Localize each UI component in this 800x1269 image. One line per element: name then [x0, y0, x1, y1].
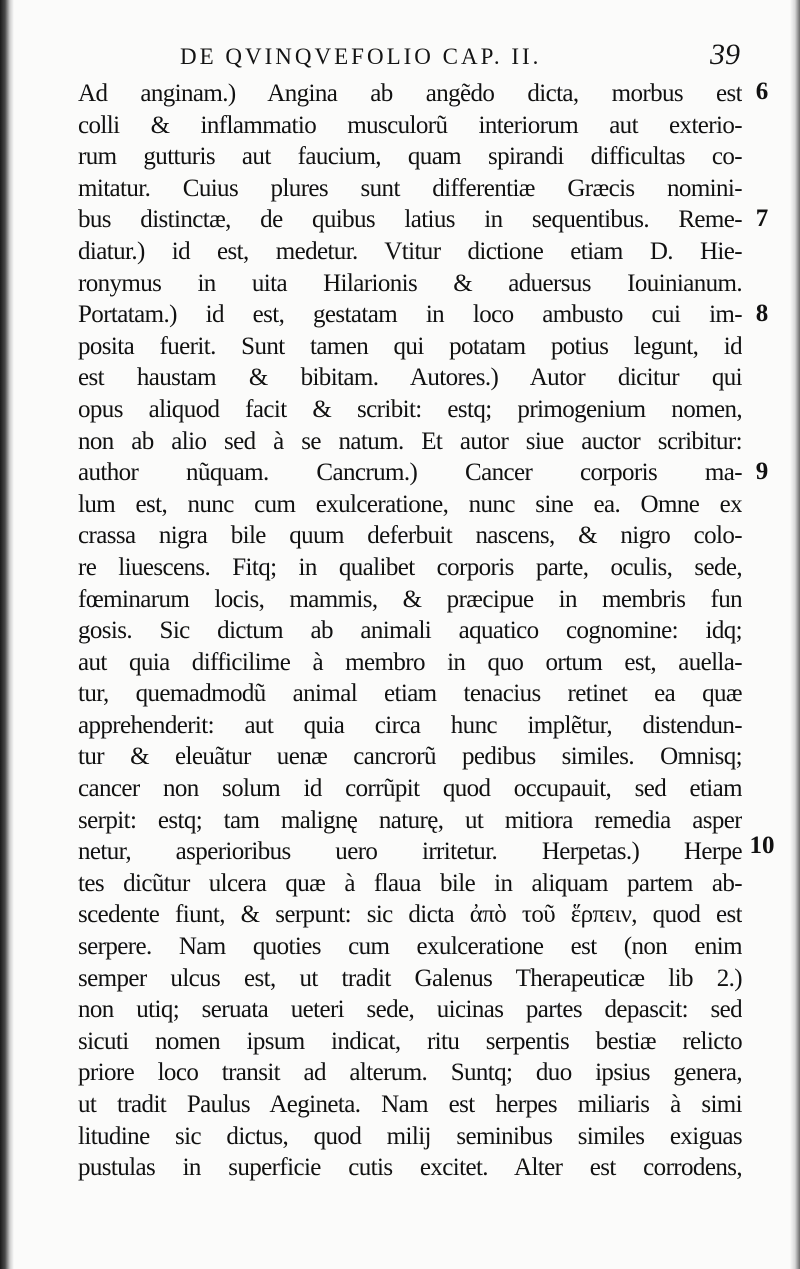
text-line: posita fuerit. Sunt tamen qui potatam potius legunt, id — [78, 332, 742, 360]
text-line: cancer non solum id corrũpit quod occupauit, sed etiam — [78, 775, 742, 803]
margin-note-number: 9 — [755, 458, 769, 485]
running-head — [180, 38, 740, 78]
text-line: serpit: estq; tam malignę naturę, ut mitiora remedia asper — [78, 806, 742, 834]
text-line: ut tradit Paulus Aegineta. Nam est herpes miliaris à simi — [78, 1091, 742, 1118]
text-line: rum gutturis aut faucium, quam spirandi difficultas co- — [78, 143, 742, 171]
page-number: 39 — [710, 38, 740, 71]
text-line: scedente fiunt, & serpunt: sic dicta ἀπὸ τοῦ ἕρπειν, quod est — [78, 901, 742, 929]
text-line: colli & inflammatio musculorũ interiorum aut exterio- — [78, 111, 742, 139]
text-line: gosis. Sic dictum ab animali aquatico cognomine: idq; — [78, 617, 742, 645]
text-line: priore loco transit ad alterum. Suntq; duo ipsius genera, — [78, 1059, 742, 1087]
text-line: netur, asperioribus uero irritetur. Herpetas.) Herpe — [78, 838, 742, 866]
text-line: aut quia difficilime à membro in quo ortum est, auella- — [78, 648, 742, 676]
text-line: litudine sic dictus, quod milij seminibus similes exiguas — [78, 1122, 742, 1150]
text-line: pustulas in superficie cutis excitet. Alter est corrodens, — [78, 1154, 742, 1182]
text-line: serpere. Nam quoties cum exulceratione est (non enim — [78, 933, 742, 961]
text-line: author nũquam. Cancrum.) Cancer corporis ma- — [78, 459, 742, 487]
page-edge-shadow — [790, 0, 800, 1269]
text-line: re liuescens. Fitq; in qualibet corporis parte, oculis, sede, — [78, 553, 742, 581]
margin-note-number: 6 — [755, 78, 769, 105]
margin-note-number: 10 — [749, 832, 775, 859]
text-line: Portatam.) id est, gestatam in loco ambusto cui im- — [78, 301, 742, 329]
margin-note-number: 7 — [755, 205, 769, 232]
text-line: fœminarum locis, mammis, & præcipue in membris fun — [78, 585, 742, 613]
text-line: lum est, nunc cum exulceratione, nunc sine ea. Omne ex — [78, 490, 742, 518]
text-line: semper ulcus est, ut tradit Galenus Therapeuticæ lib 2.) — [78, 964, 742, 992]
page-gutter-shadow — [0, 0, 14, 1269]
text-line: Ad anginam.) Angina ab angẽdo dicta, morbus est — [78, 80, 742, 107]
text-line: tes dicũtur ulcera quæ à flaua bile in aliquam partem ab- — [78, 869, 742, 897]
text-line: non utiq; seruata ueteri sede, uicinas partes depascit: sed — [78, 996, 742, 1024]
text-line: sicuti nomen ipsum indicat, ritu serpentis bestiæ relicto — [78, 1027, 742, 1055]
text-line: opus aliquod facit & scribit: estq; primogenium nomen, — [78, 395, 742, 423]
text-line: crassa nigra bile quum deferbuit nascens, & nigro colo- — [78, 522, 742, 550]
text-line: tur, quemadmodũ animal etiam tenacius retinet ea quæ — [78, 680, 742, 708]
text-line: est haustam & bibitam. Autores.) Autor dicitur qui — [78, 364, 742, 392]
text-line: bus distinctæ, de quibus latius in sequentibus. Reme- — [78, 206, 742, 234]
text-line: mitatur. Cuius plures sunt differentiæ Græcis nomini- — [78, 174, 742, 202]
text-line: tur & eleuãtur uenæ cancrorũ pedibus similes. Omnisq; — [78, 743, 742, 771]
text-line: apprehenderit: aut quia circa hunc implẽtur, distendun- — [78, 711, 742, 739]
margin-note-number: 8 — [755, 300, 769, 327]
text-line: ronymus in uita Hilarionis & aduersus Iouinianum. — [78, 269, 742, 297]
text-line: non ab alio sed à se natum. Et autor siue auctor scribitur: — [78, 427, 742, 455]
text-line: diatur.) id est, medetur. Vtitur dictione etiam D. Hie- — [78, 237, 742, 265]
running-head-title: DE QVINQVEFOLIO CAP. II. — [180, 44, 542, 69]
body-text — [78, 78, 742, 1184]
